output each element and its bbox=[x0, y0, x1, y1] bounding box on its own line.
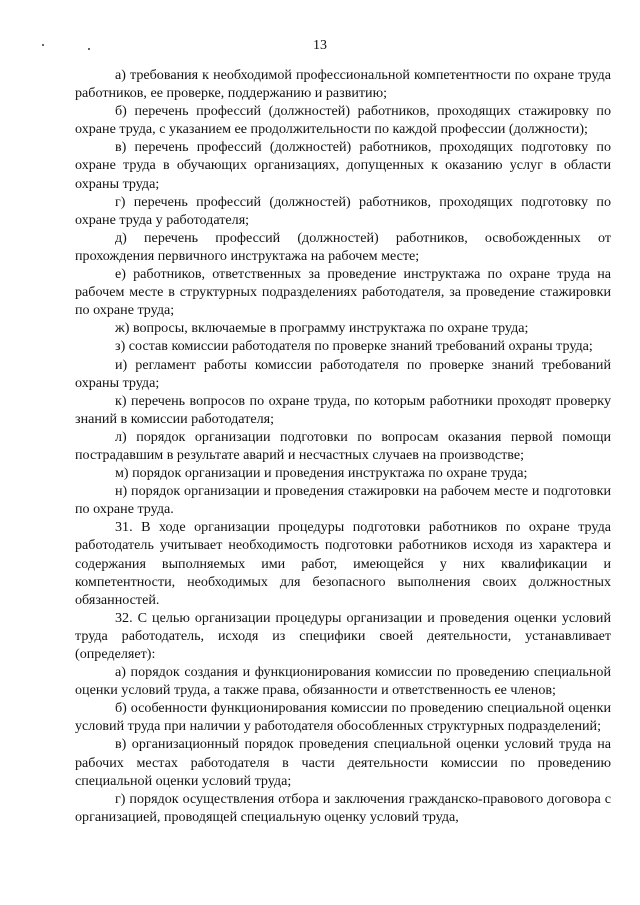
paragraph-k-exam-questions: к) перечень вопросов по охране труда, по которым работники проходят проверку знаний в комиссии работодателя; bbox=[75, 392, 611, 427]
page-number: 13 bbox=[313, 38, 327, 53]
paragraph-i-commission-rules: и) регламент работы комиссии работодателя по проверке знаний требований охраны труда; bbox=[75, 356, 611, 391]
paragraph-32: 32. С целью организации процедуры организации и проведения оценки условий труда работодатель, исходя из специфики своей деятельности, устанавливает (определяет): bbox=[75, 609, 611, 662]
paragraph-zh-briefing-questions: ж) вопросы, включаемые в программу инструктажа по охране труда; bbox=[115, 320, 529, 337]
paragraph-a-competence: а) требования к необходимой профессиональной компетентности по охране труда работников, ее проверке, поддержанию и развитию; bbox=[75, 67, 611, 102]
paragraph-d-exempt-briefing: д) перечень профессий (должностей) работников, освобожденных от прохождения первичного инструктажа на рабочем месте; bbox=[75, 229, 611, 264]
paragraph-g-employer-training: г) перечень профессий (должностей) работников, проходящих подготовку по охране труда у работодателя; bbox=[75, 193, 611, 228]
paragraph-b-internship-list: б) перечень профессий (должностей) работников, проходящих стажировку по охране труда, с указанием ее продолжительности по каждой профессии (должности); bbox=[75, 103, 611, 138]
paragraph-e-responsible-persons: е) работников, ответственных за проведение инструктажа по охране труда на рабочем месте в структурных подразделениях работодателя, за проведение стажировки по охране труда; bbox=[75, 266, 611, 319]
paragraph-32v: в) организационный порядок проведения специальной оценки условий труда на рабочих местах работодателя в части деятельности комиссии по проведению специальной оценки условий труда; bbox=[75, 736, 611, 789]
paragraph-m-briefing-order: м) порядок организации и проведения инструктажа по охране труда; bbox=[115, 465, 528, 482]
paragraph-n-internship-order: н) порядок организации и проведения стажировки на рабочем месте и подготовки по охране труда. bbox=[75, 483, 611, 518]
paragraph-32g: г) порядок осуществления отбора и заключения гражданско-правового договора с организацией, проводящей специальную оценку условий труда, bbox=[75, 790, 611, 825]
body-text bbox=[75, 66, 611, 826]
paragraph-32b: б) особенности функционирования комиссии по проведению специальной оценки условий труда при наличии у работодателя обособленных структурных подразделений; bbox=[75, 700, 611, 735]
paragraph-32a: а) порядок создания и функционирования комиссии по проведению специальной оценки условий труда, а также права, обязанности и ответственность ее членов; bbox=[75, 664, 611, 699]
paragraph-31: 31. В ходе организации процедуры подготовки работников по охране труда работодатель учитывает необходимость подготовки работников исходя из характера и содержания выполняемых ими работ, имеющейся у них квалификации и компетентности, необходимых для безопасного выполнения своих должностных обязанностей. bbox=[75, 519, 611, 608]
paragraph-v-training-orgs: в) перечень профессий (должностей) работников, проходящих подготовку по охране труда в обучающих организациях, допущенных к оказанию услуг в области охраны труда; bbox=[75, 139, 611, 192]
paragraph-l-first-aid: л) порядок организации подготовки по вопросам оказания первой помощи пострадавшим в результате аварий и несчастных случаев на производстве; bbox=[75, 428, 611, 463]
paragraph-z-commission-membership: з) состав комиссии работодателя по проверке знаний требований охраны труда; bbox=[115, 338, 593, 355]
